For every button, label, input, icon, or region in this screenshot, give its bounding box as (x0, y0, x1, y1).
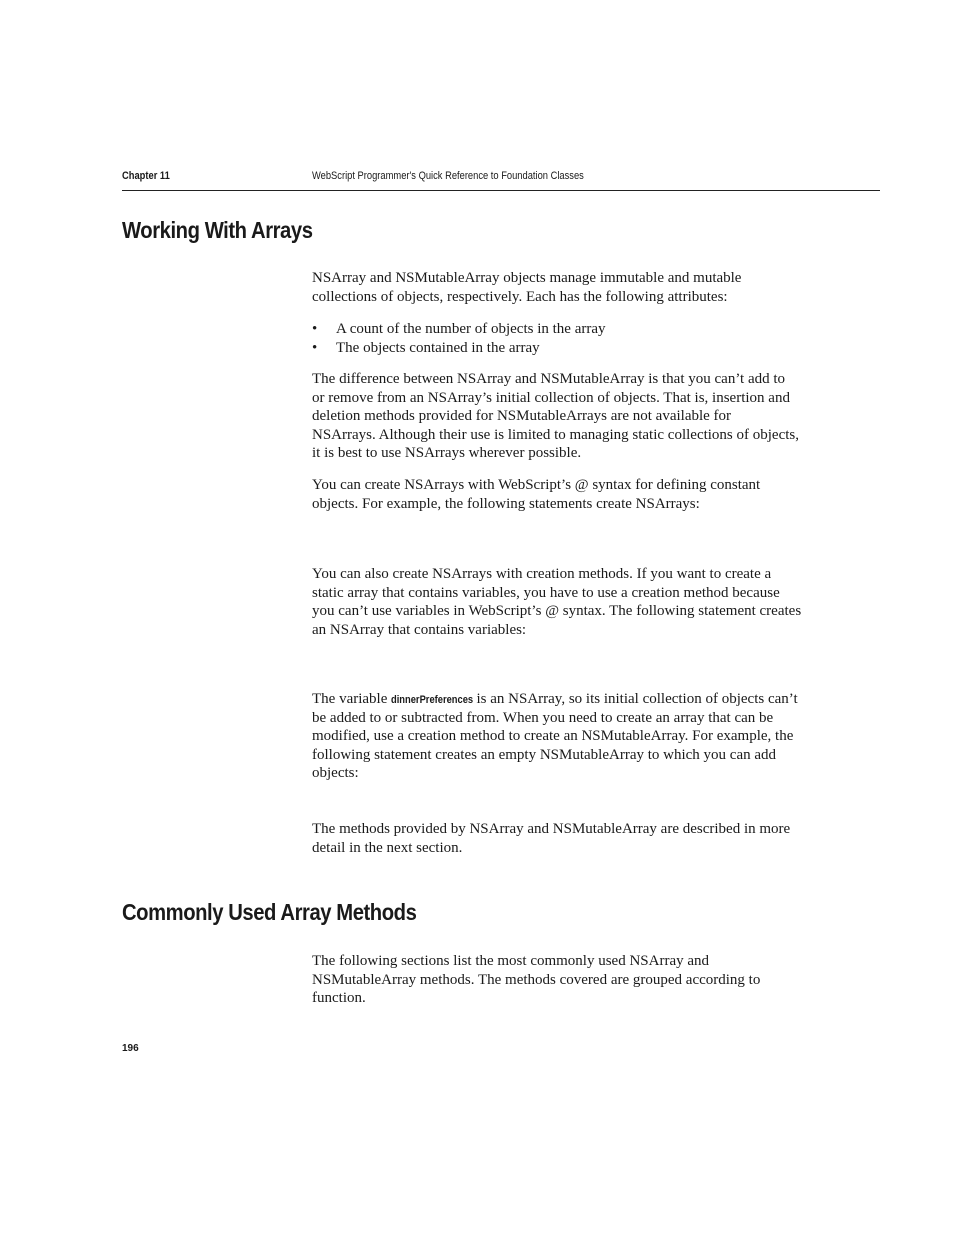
header-rule (122, 190, 880, 191)
list-item-text: The objects contained in the array (336, 339, 540, 356)
text-line: NSArrays. Although their use is limited to managing static collections of objects, (312, 426, 800, 443)
text-line: collections of objects, respectively. Each has the following attributes: (312, 288, 728, 305)
section-heading-commonly-used-array-methods: Commonly Used Array Methods (122, 899, 417, 925)
text-run: is an NSArray, so its initial collection of objects can’t (472, 691, 798, 707)
page-number: 196 (122, 1043, 139, 1054)
text-line: detail in the next section. (312, 839, 463, 856)
text-run: The variable (312, 691, 392, 707)
paragraph-creation-methods (312, 565, 801, 639)
text-line: You can also create NSArrays with creation methods. If you want to create a (312, 566, 772, 582)
paragraph-methods-described (312, 820, 790, 857)
section-heading-working-with-arrays: Working With Arrays (122, 217, 313, 243)
bullet-icon: • (312, 339, 318, 356)
paragraph-difference (312, 370, 799, 463)
text-line: modified, use a creation method to create an NSMutableArray. For example, the (312, 728, 794, 744)
text-line: you can’t use variables in WebScript’s @ syntax. The following statement creates (312, 603, 802, 619)
paragraph-following-sections (312, 952, 760, 1008)
bullet-icon: • (312, 321, 318, 337)
text-line: be added to or subtracted from. When you need to create an array that can be (312, 709, 774, 726)
text-line: The following sections list the most commonly used NSArray and (312, 953, 710, 969)
text-line: NSMutableArray methods. The methods covered are grouped according to (312, 971, 761, 988)
list-item (312, 339, 606, 358)
inline-code: dinnerPreferences (391, 694, 474, 706)
running-header-title: WebScript Programmer's Quick Reference to Foundation Classes (312, 170, 584, 182)
paragraph-dinner-preferences (312, 690, 798, 783)
paragraph-create-syntax (312, 476, 760, 513)
text-line: You can create NSArrays with WebScript’s @ syntax for defining constant (312, 477, 761, 493)
chapter-label: Chapter 11 (122, 170, 170, 182)
text-line: objects. For example, the following statements create NSArrays: (312, 495, 700, 512)
text-line: The methods provided by NSArray and NSMutableArray are described in more (312, 821, 791, 837)
text-line: function. (312, 990, 366, 1006)
text-line: an NSArray that contains variables: (312, 621, 527, 638)
text-line: deletion methods provided for NSMutableArrays are not available for (312, 408, 732, 424)
text-line: it is best to use NSArrays wherever possible. (312, 445, 582, 461)
paragraph-intro (312, 269, 741, 306)
text-line: NSArray and NSMutableArray objects manage immutable and mutable (312, 270, 742, 286)
list-item (312, 320, 606, 339)
text-line: or remove from an NSArray’s initial collection of objects. That is, insertion and (312, 389, 790, 406)
list-item-text: A count of the number of objects in the array (336, 321, 606, 337)
text-line (312, 690, 798, 709)
text-line: following statement creates an empty NSMutableArray to which you can add (312, 746, 777, 763)
text-line: objects: (312, 765, 359, 781)
text-line: The difference between NSArray and NSMutableArray is that you can’t add to (312, 371, 786, 387)
bullet-list (312, 320, 606, 357)
text-line: static array that contains variables, you have to use a creation method because (312, 584, 780, 601)
